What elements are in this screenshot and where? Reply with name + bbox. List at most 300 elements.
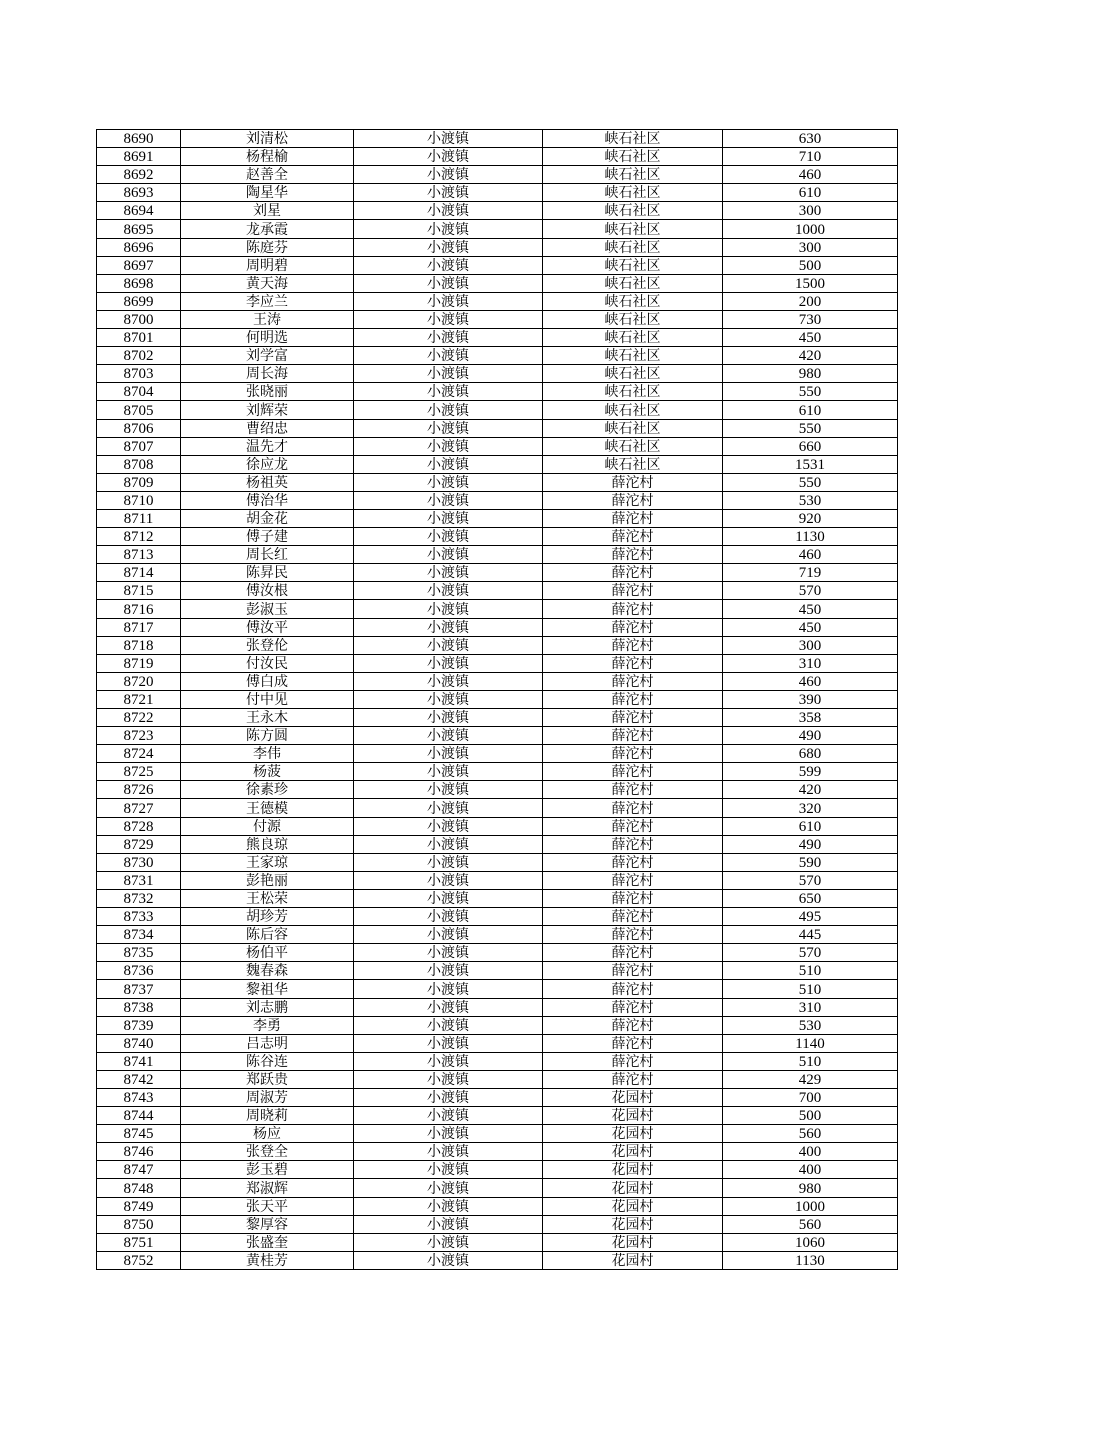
cell-amount: 510 (723, 962, 898, 980)
cell-name: 吕志明 (181, 1034, 354, 1052)
cell-name: 杨程榆 (181, 148, 354, 166)
cell-id: 8695 (97, 220, 181, 238)
cell-id: 8723 (97, 727, 181, 745)
table-row (97, 1251, 898, 1269)
table-row (97, 329, 898, 347)
cell-id: 8750 (97, 1215, 181, 1233)
cell-village: 薛沱村 (543, 690, 723, 708)
cell-id: 8731 (97, 871, 181, 889)
cell-id: 8722 (97, 709, 181, 727)
cell-name: 张登伦 (181, 636, 354, 654)
cell-amount: 500 (723, 256, 898, 274)
cell-village: 薛沱村 (543, 835, 723, 853)
cell-town: 小渡镇 (354, 709, 543, 727)
cell-village: 薛沱村 (543, 799, 723, 817)
cell-amount: 610 (723, 401, 898, 419)
cell-name: 黎祖华 (181, 980, 354, 998)
cell-id: 8717 (97, 618, 181, 636)
cell-amount: 730 (723, 310, 898, 328)
table-row (97, 871, 898, 889)
cell-amount: 390 (723, 690, 898, 708)
cell-id: 8697 (97, 256, 181, 274)
cell-name: 杨菠 (181, 763, 354, 781)
cell-town: 小渡镇 (354, 546, 543, 564)
cell-village: 薛沱村 (543, 528, 723, 546)
cell-id: 8690 (97, 130, 181, 148)
cell-name: 付源 (181, 817, 354, 835)
cell-amount: 610 (723, 184, 898, 202)
cell-id: 8740 (97, 1034, 181, 1052)
cell-name: 陶星华 (181, 184, 354, 202)
cell-id: 8724 (97, 745, 181, 763)
cell-village: 薛沱村 (543, 1034, 723, 1052)
cell-town: 小渡镇 (354, 1251, 543, 1269)
cell-name: 周长海 (181, 365, 354, 383)
table-row (97, 926, 898, 944)
table-row (97, 1034, 898, 1052)
table-row (97, 292, 898, 310)
cell-name: 徐应龙 (181, 455, 354, 473)
cell-village: 薛沱村 (543, 1016, 723, 1034)
cell-village: 薛沱村 (543, 636, 723, 654)
table-row (97, 835, 898, 853)
cell-id: 8699 (97, 292, 181, 310)
cell-id: 8746 (97, 1143, 181, 1161)
cell-amount: 590 (723, 853, 898, 871)
cell-village: 薛沱村 (543, 962, 723, 980)
cell-town: 小渡镇 (354, 618, 543, 636)
table-row (97, 1197, 898, 1215)
cell-id: 8694 (97, 202, 181, 220)
cell-town: 小渡镇 (354, 528, 543, 546)
table-row (97, 672, 898, 690)
cell-town: 小渡镇 (354, 727, 543, 745)
table-row (97, 202, 898, 220)
cell-town: 小渡镇 (354, 1233, 543, 1251)
cell-name: 刘学富 (181, 347, 354, 365)
cell-village: 花园村 (543, 1215, 723, 1233)
cell-town: 小渡镇 (354, 1107, 543, 1125)
table-row (97, 473, 898, 491)
cell-amount: 1140 (723, 1034, 898, 1052)
cell-name: 李应兰 (181, 292, 354, 310)
cell-amount: 200 (723, 292, 898, 310)
cell-village: 薛沱村 (543, 944, 723, 962)
cell-village: 峡石社区 (543, 365, 723, 383)
cell-village: 薛沱村 (543, 509, 723, 527)
cell-amount: 550 (723, 419, 898, 437)
cell-village: 薛沱村 (543, 1052, 723, 1070)
cell-name: 王松荣 (181, 889, 354, 907)
cell-id: 8716 (97, 600, 181, 618)
cell-amount: 490 (723, 727, 898, 745)
cell-amount: 490 (723, 835, 898, 853)
table-row (97, 853, 898, 871)
table-row (97, 1233, 898, 1251)
cell-name: 陈后容 (181, 926, 354, 944)
cell-name: 傅白成 (181, 672, 354, 690)
cell-town: 小渡镇 (354, 310, 543, 328)
table-row (97, 690, 898, 708)
table-row (97, 799, 898, 817)
table-row (97, 908, 898, 926)
cell-amount: 300 (723, 636, 898, 654)
cell-id: 8715 (97, 582, 181, 600)
cell-name: 郑跃贵 (181, 1070, 354, 1088)
cell-village: 薛沱村 (543, 582, 723, 600)
cell-id: 8696 (97, 238, 181, 256)
cell-name: 何明选 (181, 329, 354, 347)
cell-id: 8730 (97, 853, 181, 871)
cell-town: 小渡镇 (354, 1125, 543, 1143)
cell-town: 小渡镇 (354, 292, 543, 310)
cell-name: 陈庭芬 (181, 238, 354, 256)
cell-id: 8744 (97, 1107, 181, 1125)
cell-town: 小渡镇 (354, 419, 543, 437)
cell-village: 薛沱村 (543, 546, 723, 564)
cell-town: 小渡镇 (354, 636, 543, 654)
cell-village: 薛沱村 (543, 998, 723, 1016)
cell-id: 8712 (97, 528, 181, 546)
cell-name: 杨应 (181, 1125, 354, 1143)
cell-id: 8728 (97, 817, 181, 835)
cell-name: 陈昇民 (181, 564, 354, 582)
cell-name: 黄桂芳 (181, 1251, 354, 1269)
cell-id: 8736 (97, 962, 181, 980)
cell-village: 峡石社区 (543, 274, 723, 292)
table-row (97, 1088, 898, 1106)
cell-name: 张晓丽 (181, 383, 354, 401)
cell-village: 薛沱村 (543, 889, 723, 907)
cell-name: 王家琼 (181, 853, 354, 871)
table-row (97, 1215, 898, 1233)
cell-amount: 400 (723, 1143, 898, 1161)
cell-name: 周淑芳 (181, 1088, 354, 1106)
cell-village: 薛沱村 (543, 727, 723, 745)
table-row (97, 274, 898, 292)
cell-amount: 719 (723, 564, 898, 582)
cell-town: 小渡镇 (354, 1161, 543, 1179)
cell-town: 小渡镇 (354, 1143, 543, 1161)
table-row (97, 654, 898, 672)
table-row (97, 166, 898, 184)
cell-name: 傅汝根 (181, 582, 354, 600)
cell-id: 8747 (97, 1161, 181, 1179)
cell-amount: 660 (723, 437, 898, 455)
cell-village: 薛沱村 (543, 709, 723, 727)
cell-town: 小渡镇 (354, 347, 543, 365)
cell-amount: 570 (723, 871, 898, 889)
cell-name: 龙承霞 (181, 220, 354, 238)
cell-name: 胡珍芳 (181, 908, 354, 926)
cell-amount: 450 (723, 618, 898, 636)
cell-village: 峡石社区 (543, 220, 723, 238)
cell-id: 8707 (97, 437, 181, 455)
cell-id: 8714 (97, 564, 181, 582)
cell-name: 彭艳丽 (181, 871, 354, 889)
cell-amount: 400 (723, 1161, 898, 1179)
cell-id: 8702 (97, 347, 181, 365)
cell-id: 8727 (97, 799, 181, 817)
cell-amount: 650 (723, 889, 898, 907)
cell-town: 小渡镇 (354, 817, 543, 835)
cell-id: 8706 (97, 419, 181, 437)
cell-id: 8718 (97, 636, 181, 654)
cell-town: 小渡镇 (354, 745, 543, 763)
cell-name: 周明碧 (181, 256, 354, 274)
table-row (97, 419, 898, 437)
cell-name: 郑淑辉 (181, 1179, 354, 1197)
cell-amount: 300 (723, 238, 898, 256)
cell-village: 花园村 (543, 1143, 723, 1161)
cell-village: 薛沱村 (543, 853, 723, 871)
cell-name: 刘志鹏 (181, 998, 354, 1016)
cell-village: 薛沱村 (543, 672, 723, 690)
cell-id: 8726 (97, 781, 181, 799)
cell-name: 黄天海 (181, 274, 354, 292)
cell-town: 小渡镇 (354, 184, 543, 202)
cell-village: 花园村 (543, 1179, 723, 1197)
table-row (97, 437, 898, 455)
cell-village: 薛沱村 (543, 654, 723, 672)
cell-amount: 1130 (723, 528, 898, 546)
cell-town: 小渡镇 (354, 383, 543, 401)
cell-town: 小渡镇 (354, 148, 543, 166)
cell-village: 峡石社区 (543, 130, 723, 148)
cell-name: 付中见 (181, 690, 354, 708)
cell-amount: 310 (723, 998, 898, 1016)
cell-village: 峡石社区 (543, 419, 723, 437)
cell-village: 花园村 (543, 1125, 723, 1143)
table-row (97, 600, 898, 618)
cell-id: 8729 (97, 835, 181, 853)
cell-village: 花园村 (543, 1251, 723, 1269)
cell-village: 峡石社区 (543, 437, 723, 455)
cell-name: 徐素珍 (181, 781, 354, 799)
cell-name: 傅子建 (181, 528, 354, 546)
cell-amount: 610 (723, 817, 898, 835)
cell-name: 王德模 (181, 799, 354, 817)
cell-id: 8721 (97, 690, 181, 708)
cell-amount: 560 (723, 1215, 898, 1233)
cell-amount: 710 (723, 148, 898, 166)
cell-town: 小渡镇 (354, 130, 543, 148)
table-row (97, 709, 898, 727)
cell-name: 杨伯平 (181, 944, 354, 962)
cell-town: 小渡镇 (354, 491, 543, 509)
table-row (97, 763, 898, 781)
cell-amount: 310 (723, 654, 898, 672)
cell-amount: 450 (723, 329, 898, 347)
cell-village: 峡石社区 (543, 166, 723, 184)
cell-town: 小渡镇 (354, 1179, 543, 1197)
cell-amount: 460 (723, 166, 898, 184)
cell-town: 小渡镇 (354, 998, 543, 1016)
cell-village: 峡石社区 (543, 401, 723, 419)
cell-village: 峡石社区 (543, 292, 723, 310)
cell-amount: 680 (723, 745, 898, 763)
cell-name: 杨祖英 (181, 473, 354, 491)
cell-name: 彭淑玉 (181, 600, 354, 618)
cell-id: 8693 (97, 184, 181, 202)
table-row (97, 238, 898, 256)
cell-id: 8725 (97, 763, 181, 781)
cell-village: 峡石社区 (543, 202, 723, 220)
cell-village: 峡石社区 (543, 347, 723, 365)
cell-village: 峡石社区 (543, 329, 723, 347)
cell-amount: 570 (723, 944, 898, 962)
cell-amount: 980 (723, 1179, 898, 1197)
table-row (97, 491, 898, 509)
table-row (97, 1107, 898, 1125)
cell-name: 温先才 (181, 437, 354, 455)
cell-id: 8742 (97, 1070, 181, 1088)
cell-id: 8735 (97, 944, 181, 962)
cell-amount: 460 (723, 672, 898, 690)
cell-village: 花园村 (543, 1197, 723, 1215)
cell-village: 薛沱村 (543, 473, 723, 491)
table-row (97, 1052, 898, 1070)
cell-id: 8733 (97, 908, 181, 926)
cell-amount: 1000 (723, 1197, 898, 1215)
table-row (97, 1125, 898, 1143)
cell-village: 薛沱村 (543, 491, 723, 509)
cell-town: 小渡镇 (354, 600, 543, 618)
table-row (97, 256, 898, 274)
cell-amount: 450 (723, 600, 898, 618)
cell-amount: 530 (723, 1016, 898, 1034)
table-row (97, 889, 898, 907)
cell-amount: 1531 (723, 455, 898, 473)
cell-village: 峡石社区 (543, 184, 723, 202)
cell-village: 薛沱村 (543, 745, 723, 763)
table-row (97, 962, 898, 980)
table-row (97, 455, 898, 473)
cell-id: 8719 (97, 654, 181, 672)
cell-id: 8748 (97, 1179, 181, 1197)
table-row (97, 130, 898, 148)
cell-id: 8739 (97, 1016, 181, 1034)
cell-id: 8737 (97, 980, 181, 998)
table-row (97, 1016, 898, 1034)
cell-name: 张盛奎 (181, 1233, 354, 1251)
cell-name: 刘辉荣 (181, 401, 354, 419)
cell-town: 小渡镇 (354, 1052, 543, 1070)
table-row (97, 184, 898, 202)
cell-town: 小渡镇 (354, 365, 543, 383)
cell-id: 8692 (97, 166, 181, 184)
cell-village: 薛沱村 (543, 926, 723, 944)
table-row (97, 546, 898, 564)
table-row (97, 528, 898, 546)
cell-name: 熊良琼 (181, 835, 354, 853)
cell-village: 峡石社区 (543, 310, 723, 328)
table-row (97, 944, 898, 962)
cell-town: 小渡镇 (354, 455, 543, 473)
cell-id: 8711 (97, 509, 181, 527)
cell-id: 8751 (97, 1233, 181, 1251)
cell-amount: 530 (723, 491, 898, 509)
table-row (97, 636, 898, 654)
table-row (97, 1179, 898, 1197)
table-row (97, 220, 898, 238)
cell-town: 小渡镇 (354, 835, 543, 853)
cell-town: 小渡镇 (354, 853, 543, 871)
table-body (97, 130, 898, 1270)
cell-amount: 560 (723, 1125, 898, 1143)
table-row (97, 727, 898, 745)
cell-amount: 300 (723, 202, 898, 220)
cell-name: 胡金花 (181, 509, 354, 527)
cell-name: 王涛 (181, 310, 354, 328)
cell-amount: 500 (723, 1107, 898, 1125)
cell-name: 陈方圆 (181, 727, 354, 745)
cell-town: 小渡镇 (354, 690, 543, 708)
cell-amount: 420 (723, 347, 898, 365)
cell-village: 薛沱村 (543, 763, 723, 781)
cell-amount: 550 (723, 473, 898, 491)
cell-village: 薛沱村 (543, 600, 723, 618)
table-row (97, 998, 898, 1016)
cell-village: 花园村 (543, 1107, 723, 1125)
cell-town: 小渡镇 (354, 763, 543, 781)
table-row (97, 365, 898, 383)
cell-village: 花园村 (543, 1161, 723, 1179)
cell-id: 8709 (97, 473, 181, 491)
table-row (97, 781, 898, 799)
cell-town: 小渡镇 (354, 871, 543, 889)
table-row (97, 401, 898, 419)
cell-name: 刘清松 (181, 130, 354, 148)
cell-town: 小渡镇 (354, 329, 543, 347)
cell-town: 小渡镇 (354, 944, 543, 962)
cell-village: 峡石社区 (543, 256, 723, 274)
cell-town: 小渡镇 (354, 473, 543, 491)
cell-town: 小渡镇 (354, 202, 543, 220)
cell-name: 陈谷连 (181, 1052, 354, 1070)
table-row (97, 509, 898, 527)
cell-village: 薛沱村 (543, 817, 723, 835)
cell-amount: 510 (723, 980, 898, 998)
table-row (97, 1161, 898, 1179)
cell-id: 8752 (97, 1251, 181, 1269)
cell-name: 张登全 (181, 1143, 354, 1161)
cell-town: 小渡镇 (354, 799, 543, 817)
cell-town: 小渡镇 (354, 238, 543, 256)
cell-town: 小渡镇 (354, 509, 543, 527)
cell-town: 小渡镇 (354, 1070, 543, 1088)
cell-town: 小渡镇 (354, 220, 543, 238)
cell-id: 8749 (97, 1197, 181, 1215)
cell-town: 小渡镇 (354, 564, 543, 582)
cell-name: 李伟 (181, 745, 354, 763)
cell-town: 小渡镇 (354, 1197, 543, 1215)
table-row (97, 148, 898, 166)
cell-amount: 429 (723, 1070, 898, 1088)
table-row (97, 347, 898, 365)
cell-town: 小渡镇 (354, 582, 543, 600)
cell-id: 8713 (97, 546, 181, 564)
cell-amount: 1000 (723, 220, 898, 238)
cell-amount: 1130 (723, 1251, 898, 1269)
table-row (97, 618, 898, 636)
cell-amount: 445 (723, 926, 898, 944)
cell-name: 周晓莉 (181, 1107, 354, 1125)
table-row (97, 745, 898, 763)
cell-id: 8720 (97, 672, 181, 690)
cell-amount: 1500 (723, 274, 898, 292)
cell-town: 小渡镇 (354, 926, 543, 944)
